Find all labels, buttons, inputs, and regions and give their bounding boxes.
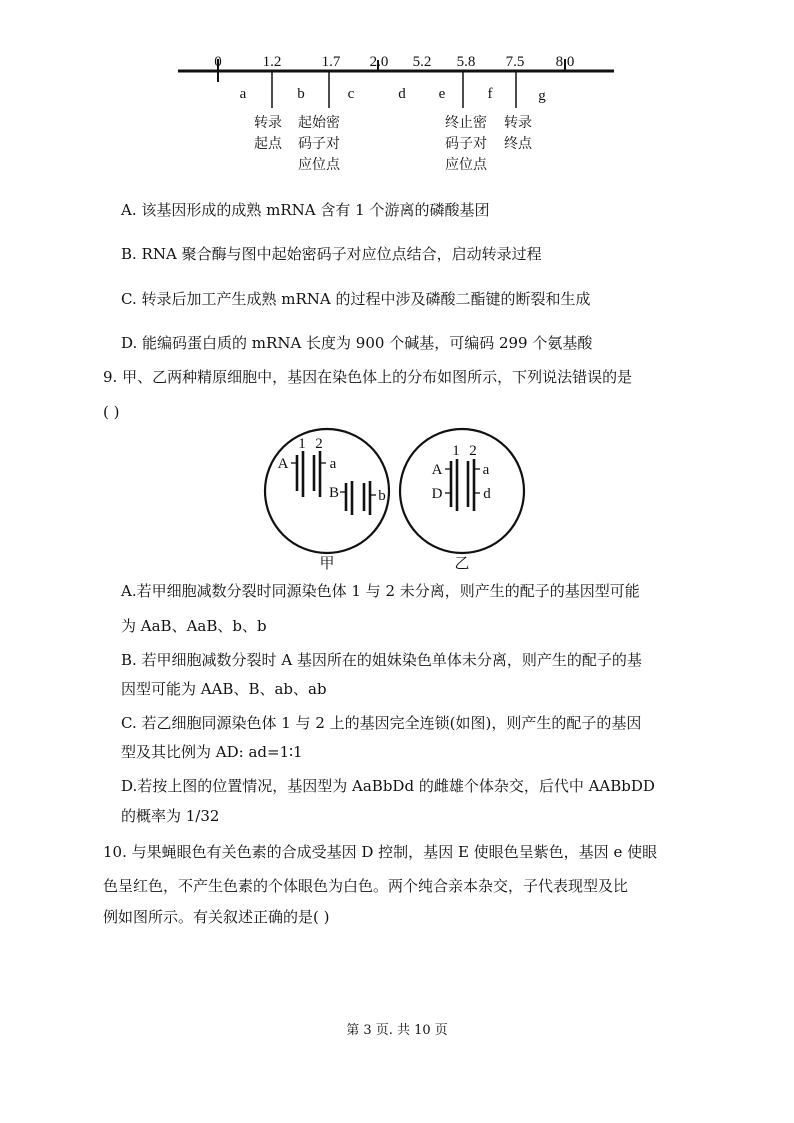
gene-label: A [277,456,289,472]
q9-option-b-line1: B. 若甲细胞减数分裂时 A 基因所在的姐妹染色单体未分离，则产生的配子的基 [121,651,642,669]
gene-label: B [328,485,340,501]
marker-label: 码子对 [445,137,487,152]
segment-label: a [239,86,247,102]
q8-option-b: B. RNA 聚合酶与图中起始密码子对应位点结合，启动转录过程 [121,245,542,263]
scale-number: 1.2 [262,54,282,70]
gene-label: A [431,462,443,478]
q9-option-c-line1: C. 若乙细胞同源染色体 1 与 2 上的基因完全连锁(如图)，则产生的配子的基因 [121,714,642,732]
q9-stem-bracket: ( ) [103,403,120,421]
gene-label: d [483,486,491,502]
q10-stem-line1: 10. 与果蝇眼色有关色素的合成受基因 D 控制，基因 E 使眼色呈紫色，基因 e 使眼 [103,843,658,861]
marker-label: 码子对 [298,137,340,152]
scale-number: 0 [214,54,222,70]
segment-label: c [347,86,355,102]
q9-option-d-line2: 的概率为 1/32 [121,807,220,825]
q8-option-d: D. 能编码蛋白质的 mRNA 长度为 900 个碱基，可编码 299 个氨基酸 [121,334,593,352]
cell-caption-jia: 甲 [319,556,335,572]
gene-label: b [378,488,386,504]
q9-stem: 9. 甲、乙两种精原细胞中，基因在染色体上的分布如图所示，下列说法错误的是 [103,368,633,386]
marker-label: 终点 [504,137,532,152]
marker-label: 终止密 [445,116,487,131]
chromosome-number: 2 [469,443,477,459]
q8-option-a: A. 该基因形成的成熟 mRNA 含有 1 个游离的磷酸基团 [121,201,490,219]
page-footer: 第 3 页. 共 10 页 [346,1023,448,1038]
gene-label: a [329,456,337,472]
q9-option-d-line1: D.若按上图的位置情况，基因型为 AaBbDd 的雌雄个体杂交，后代中 AABbDD [121,777,655,795]
chromosome-number: 1 [298,436,306,452]
marker-label: 起始密 [298,116,340,131]
segment-label: f [487,86,493,102]
q9-option-a-line2: 为 AaB、AaB、b、b [121,617,267,635]
chromosome-number: 2 [315,436,323,452]
scale-number: 5.8 [456,54,476,70]
scale-number: 5.2 [412,54,432,70]
q9-option-b-line2: 因型可能为 AAB、B、ab、ab [121,680,327,698]
scale-number: 7.5 [505,54,525,70]
q9-option-a-line1: A.若甲细胞减数分裂时同源染色体 1 与 2 未分离，则产生的配子的基因型可能 [121,582,640,600]
marker-label: 应位点 [298,158,340,173]
marker-label: 转录 [504,116,532,131]
segment-label: e [438,86,446,102]
cell-caption-yi: 乙 [454,556,470,572]
q10-stem-line3: 例如图所示。有关叙述正确的是( ) [103,908,330,926]
scale-number: 8.0 [555,54,575,70]
segment-label: g [538,88,546,104]
scale-number: 2.0 [369,54,389,70]
cell-diagrams [250,415,550,575]
chromosome-number: 1 [452,443,460,459]
gene-label: a [482,462,490,478]
q10-stem-line2: 色呈红色，不产生色素的个体眼色为白色。两个纯合亲本杂交，子代表现型及比 [103,877,629,895]
marker-label: 转录 [254,116,282,131]
scale-number: 1.7 [321,54,341,70]
marker-label: 应位点 [445,158,487,173]
cell-yi-membrane [400,429,524,553]
segment-label: b [297,86,305,102]
marker-label: 起点 [254,137,282,152]
q9-option-c-line2: 型及其比例为 AD: ad=1∶1 [121,743,303,761]
gene-label: D [431,486,443,502]
gene-map-diagram [0,0,794,190]
q8-option-c: C. 转录后加工产生成熟 mRNA 的过程中涉及磷酸二酯键的断裂和生成 [121,290,591,308]
segment-label: d [398,86,406,102]
